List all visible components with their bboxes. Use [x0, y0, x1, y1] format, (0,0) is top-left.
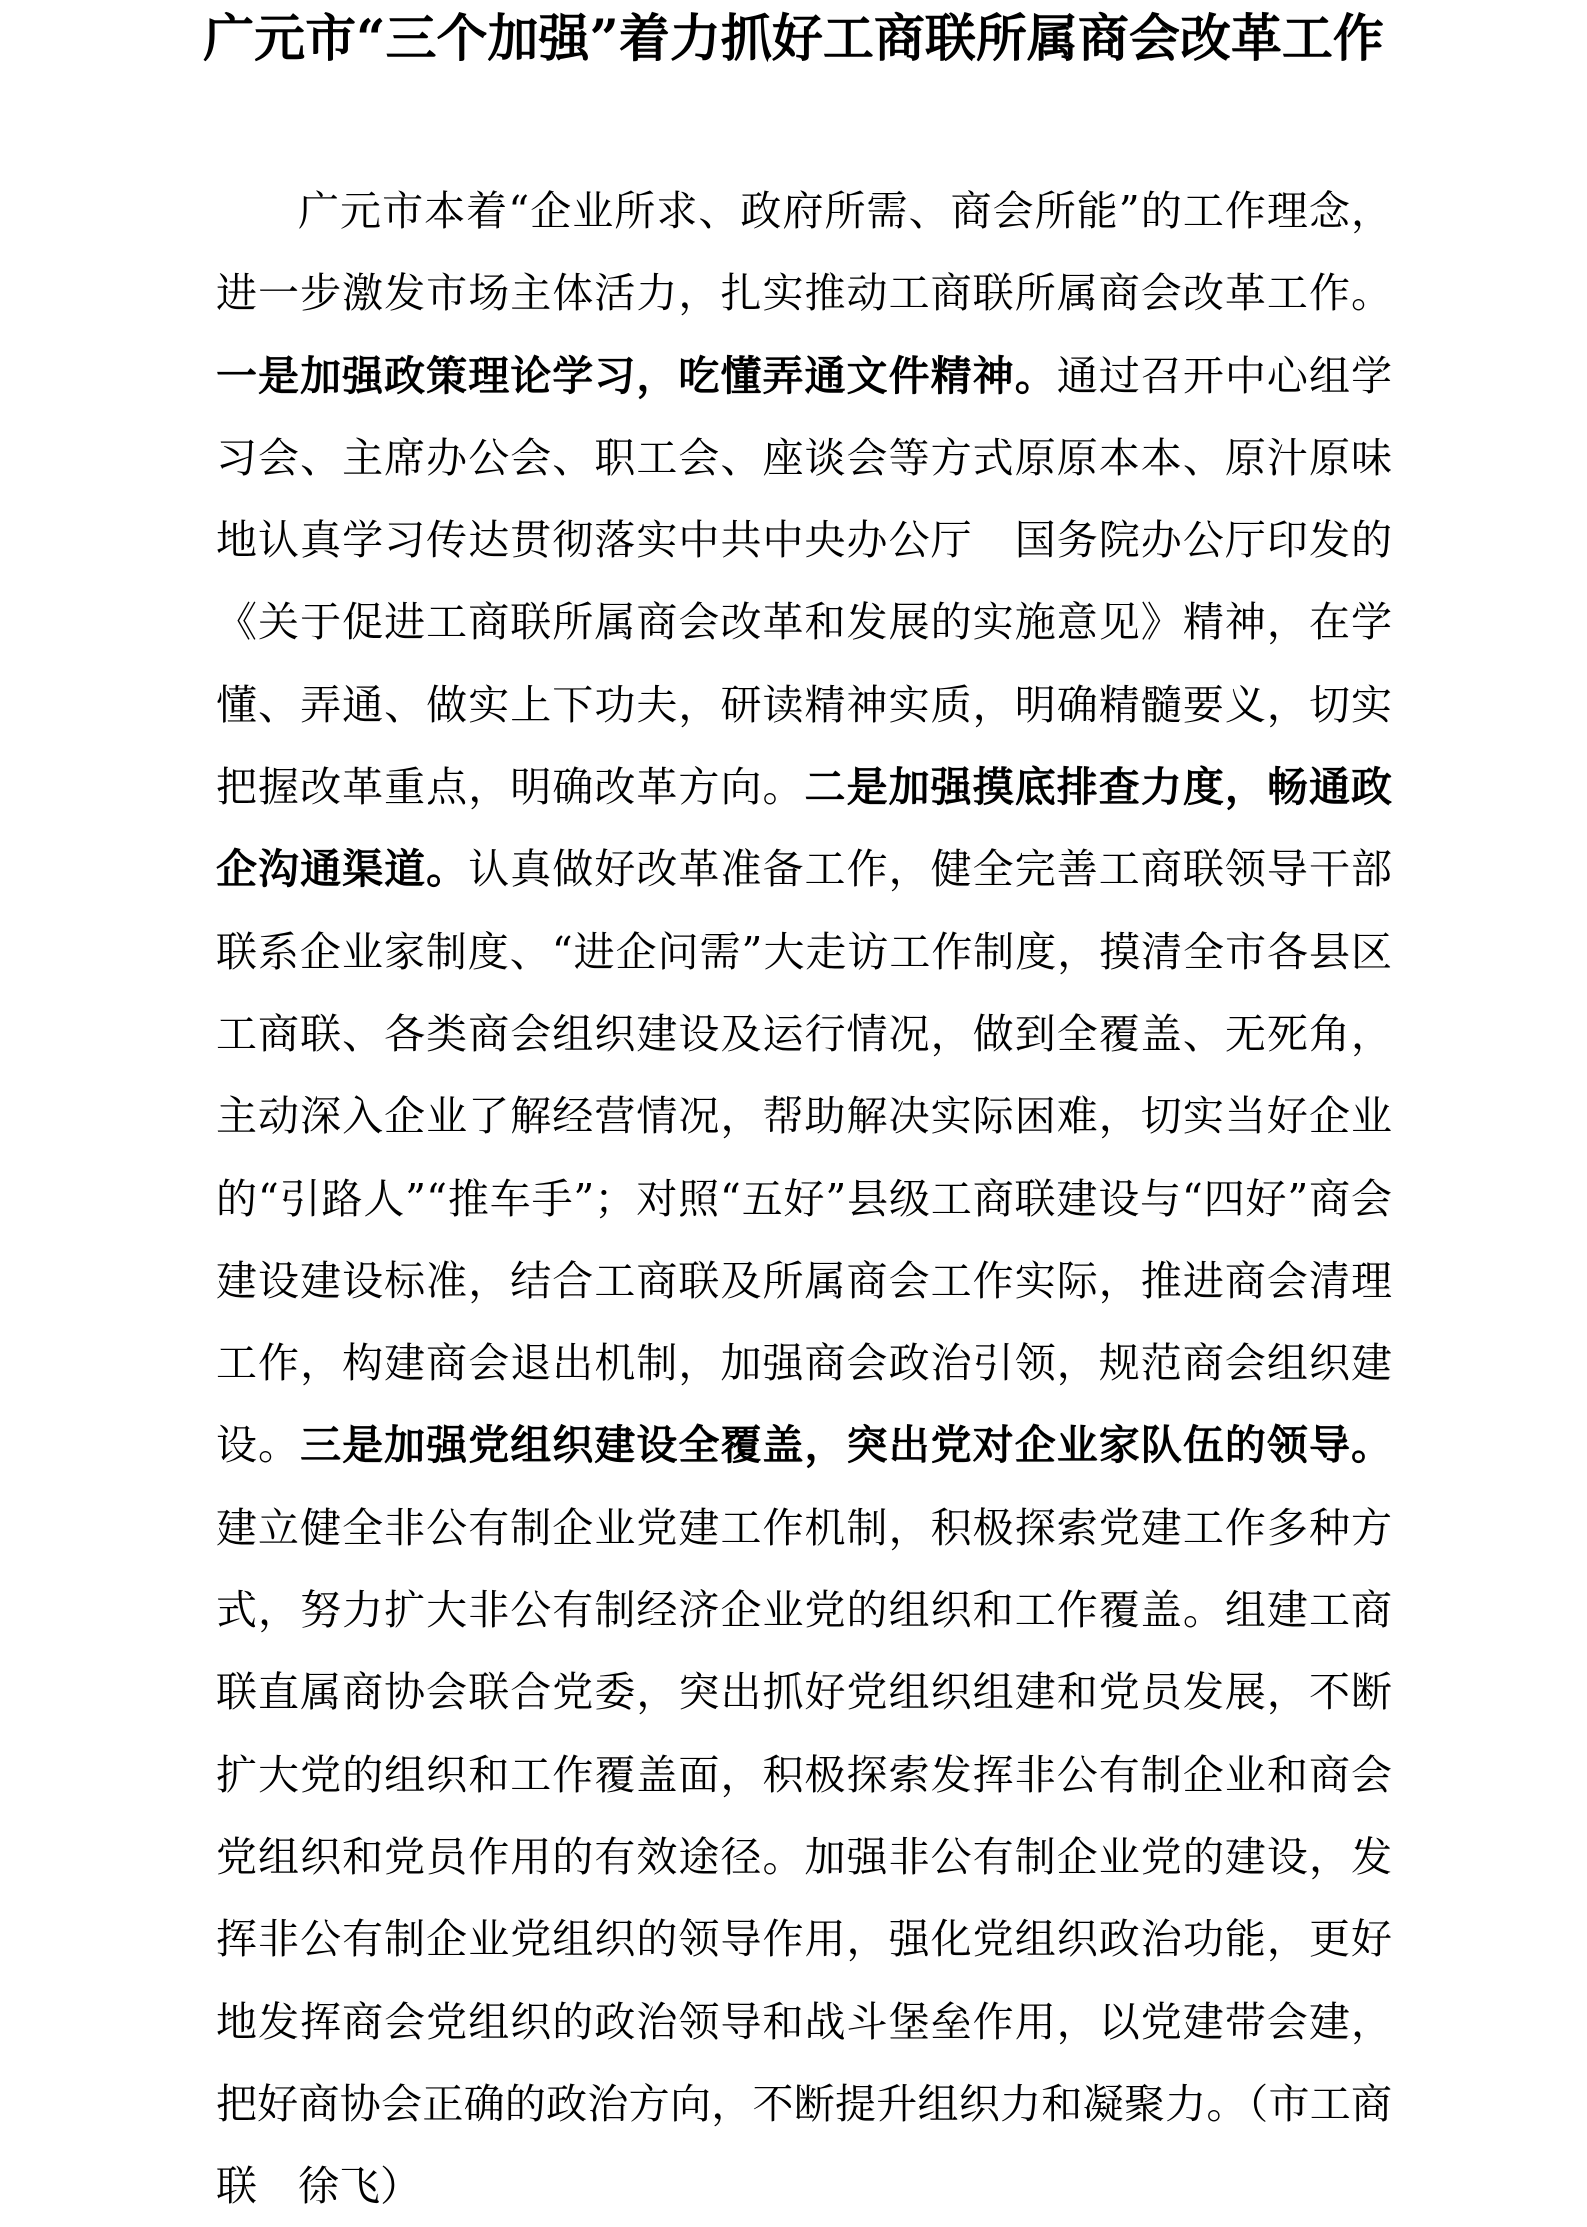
point-one-text: 通过召开中心组学习会、主席办公会、职工会、座谈会等方式原原本本、原汁原味地认真学习传达贯彻落实中共中央办公厅 国务院办公厅印发的《关于促进工商联所属商会改革和发展的实施意见》精神，在学懂、弄通、做实上下功夫，研读精神实质，明确精髓要义，切实把握改革重点，明确改革方向。	[216, 351, 1393, 812]
body-paragraph	[216, 170, 1392, 2227]
point-one-heading: 一是加强政策理论学习，吃懂弄通文件精神。	[216, 351, 1057, 400]
intro-text: 广元市本着“企业所求、政府所需、商会所能”的工作理念，进一步激发市场主体活力，扎实推动工商联所属商会改革工作。	[216, 187, 1392, 318]
point-two-text: 认真做好改革准备工作，健全完善工商联领导干部联系企业家制度、“进企问需”大走访工作制度，摸清全市各县区工商联、各类商会组织建设及运行情况，做到全覆盖、无死角，主动深入企业了解经营情况，帮助解决实际困难，切实当好企业的“引路人”“推车手”；对照“五好”县级工商联建设与“四好”商会建设建设标准，结合工商联及所属商会工作实际，推进商会清理工作，构建商会退出机制，加强商会政治引领，规范商会组织建设。	[216, 845, 1393, 1470]
point-three-heading: 三是加强党组织建设全覆盖，突出党对企业家队伍的领导。	[300, 1421, 1393, 1470]
point-two-heading: 二是加强摸底排查力度，畅通政企沟通渠道。	[216, 763, 1393, 894]
document-title: 广元市“三个加强”着力抓好工商联所属商会改革工作	[203, 9, 1384, 69]
point-three-text: 建立健全非公有制企业党建工作机制，积极探索党建工作多种方式，努力扩大非公有制经济企业党的组织和工作覆盖。组建工商联直属商协会联合党委，突出抓好党组织组建和党员发展，不断扩大党的组织和工作覆盖面，积极探索发挥非公有制企业和商会党组织和党员作用的有效途径。加强非公有制企业党的建设，发挥非公有制企业党组织的领导作用，强化党组织政治功能，更好地发挥商会党组织的政治领导和战斗堡垒作用，以党建带会建，把好商协会正确的政治方向，不断提升组织力和凝聚力。（市工商联 徐飞）	[216, 1503, 1392, 2211]
